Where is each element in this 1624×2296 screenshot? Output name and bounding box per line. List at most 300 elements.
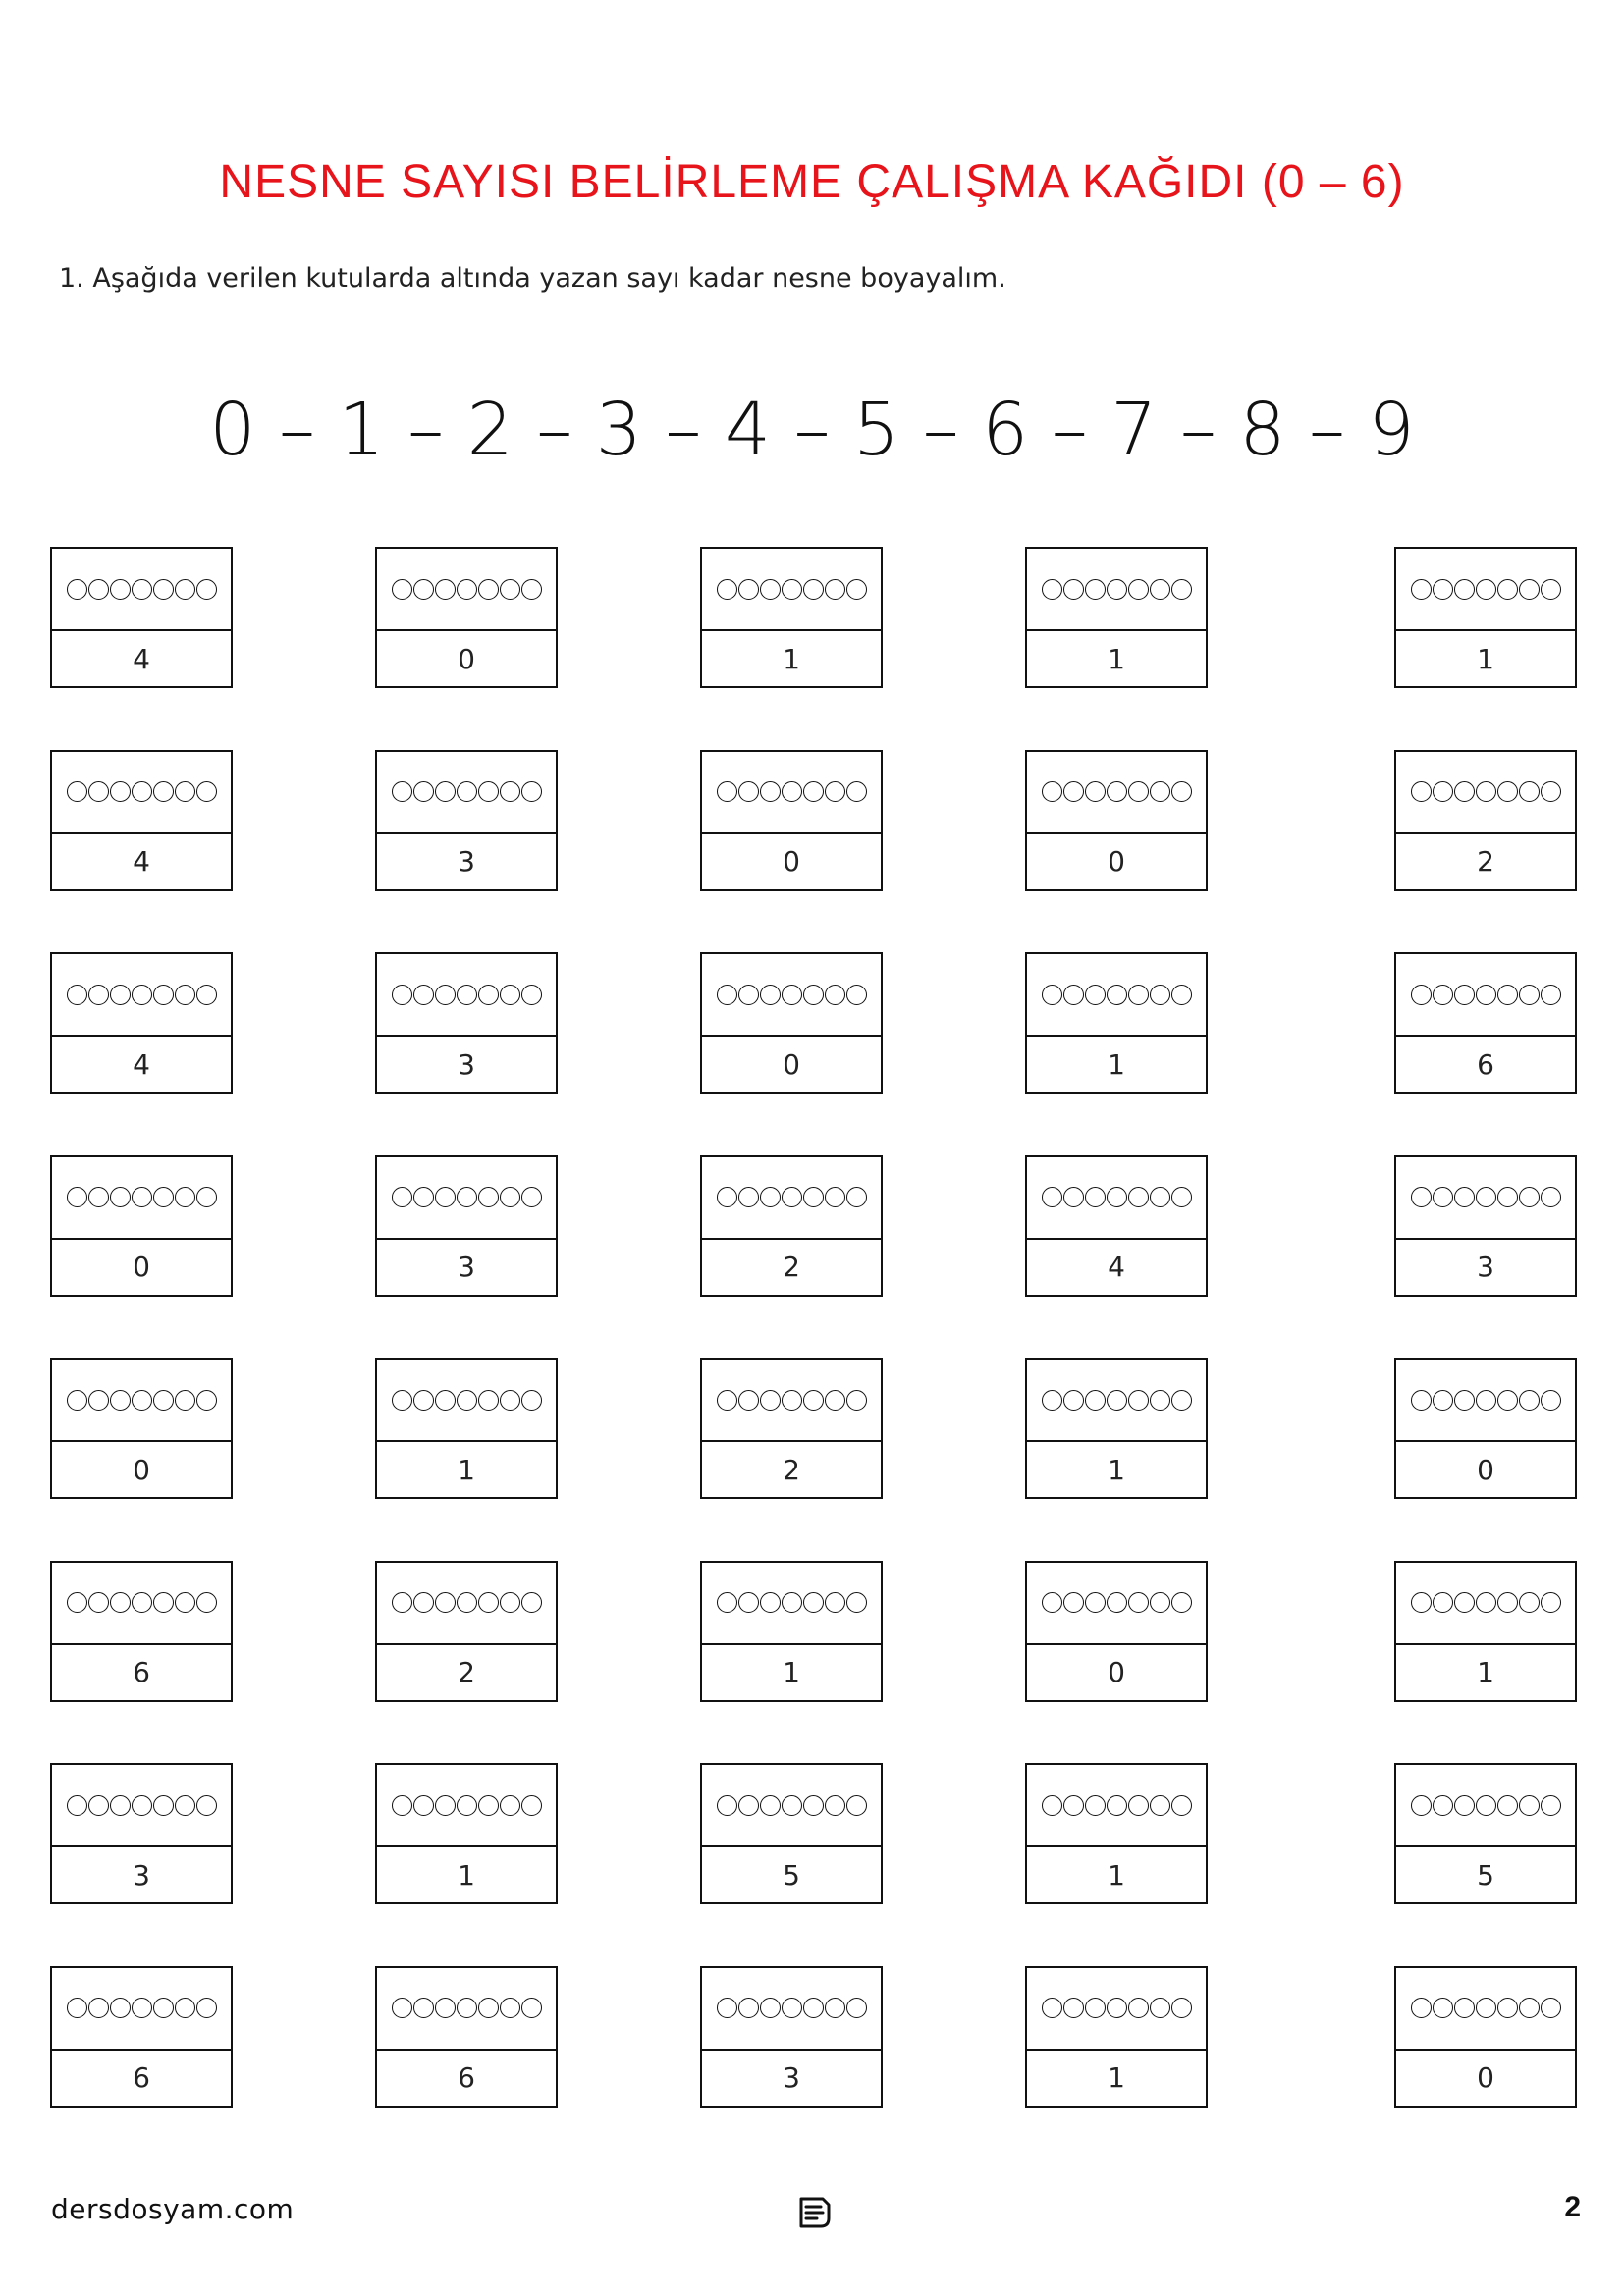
color-circle[interactable] bbox=[1433, 985, 1453, 1005]
color-circle[interactable] bbox=[782, 985, 802, 1005]
color-circle[interactable] bbox=[521, 1390, 542, 1411]
color-circle[interactable] bbox=[175, 1592, 195, 1613]
color-circle[interactable] bbox=[1411, 1592, 1432, 1613]
color-circle[interactable] bbox=[1541, 781, 1561, 802]
color-circle[interactable] bbox=[1476, 1795, 1496, 1816]
color-circle[interactable] bbox=[153, 1998, 174, 2018]
color-circle[interactable] bbox=[153, 1592, 174, 1613]
color-circle[interactable] bbox=[1497, 781, 1518, 802]
target-number: 3 bbox=[458, 845, 475, 878]
color-circle[interactable] bbox=[846, 1390, 867, 1411]
color-circle[interactable] bbox=[478, 1592, 499, 1613]
color-circle[interactable] bbox=[1042, 1187, 1062, 1207]
color-circle[interactable] bbox=[500, 781, 520, 802]
color-circle[interactable] bbox=[392, 1998, 412, 2018]
color-circle[interactable] bbox=[392, 1187, 412, 1207]
color-circle[interactable] bbox=[1411, 985, 1432, 1005]
color-circle[interactable] bbox=[1150, 985, 1170, 1005]
color-circle[interactable] bbox=[1042, 985, 1062, 1005]
color-circle[interactable] bbox=[500, 1390, 520, 1411]
target-number: 3 bbox=[133, 1858, 150, 1892]
color-circle[interactable] bbox=[175, 579, 195, 600]
color-circle[interactable] bbox=[521, 781, 542, 802]
color-circle[interactable] bbox=[1042, 1390, 1062, 1411]
color-circle[interactable] bbox=[1541, 1795, 1561, 1816]
color-circle[interactable] bbox=[67, 985, 87, 1005]
color-circle[interactable] bbox=[1411, 1390, 1432, 1411]
color-circle[interactable] bbox=[1519, 579, 1540, 600]
color-circle[interactable] bbox=[1476, 1187, 1496, 1207]
color-circle[interactable] bbox=[825, 1390, 845, 1411]
color-circle[interactable] bbox=[1150, 781, 1170, 802]
color-circle[interactable] bbox=[1128, 985, 1149, 1005]
color-circle[interactable] bbox=[1454, 1998, 1475, 2018]
color-circle[interactable] bbox=[1171, 1390, 1192, 1411]
color-circle[interactable] bbox=[782, 1592, 802, 1613]
target-number: 1 bbox=[1108, 1047, 1125, 1081]
color-circle[interactable] bbox=[110, 985, 131, 1005]
counting-box bbox=[375, 952, 558, 1094]
color-circle[interactable] bbox=[1063, 781, 1084, 802]
color-circle[interactable] bbox=[500, 1187, 520, 1207]
color-circle[interactable] bbox=[1497, 579, 1518, 600]
color-circle[interactable] bbox=[760, 1187, 781, 1207]
color-circle[interactable] bbox=[782, 781, 802, 802]
color-circle[interactable] bbox=[1433, 1390, 1453, 1411]
color-circle[interactable] bbox=[1042, 1795, 1062, 1816]
color-circle[interactable] bbox=[803, 579, 824, 600]
color-circle[interactable] bbox=[1433, 1998, 1453, 2018]
color-circle[interactable] bbox=[500, 1795, 520, 1816]
color-circle[interactable] bbox=[1128, 579, 1149, 600]
color-circle[interactable] bbox=[1150, 1998, 1170, 2018]
color-circle[interactable] bbox=[846, 1795, 867, 1816]
color-circle[interactable] bbox=[88, 985, 109, 1005]
color-circle[interactable] bbox=[1085, 1998, 1106, 2018]
instruction-text: 1. Aşağıda verilen kutularda altında yazan sayı kadar nesne boyayalım. bbox=[59, 263, 1006, 294]
color-circle[interactable] bbox=[1150, 1187, 1170, 1207]
color-circle[interactable] bbox=[1497, 985, 1518, 1005]
color-circle[interactable] bbox=[1411, 1998, 1432, 2018]
color-circle[interactable] bbox=[760, 1390, 781, 1411]
color-circle[interactable] bbox=[1085, 1390, 1106, 1411]
color-circle[interactable] bbox=[803, 1998, 824, 2018]
color-circle[interactable] bbox=[825, 781, 845, 802]
color-circle[interactable] bbox=[1497, 1187, 1518, 1207]
color-circle[interactable] bbox=[153, 579, 174, 600]
color-circle[interactable] bbox=[1433, 1795, 1453, 1816]
color-circle[interactable] bbox=[1171, 579, 1192, 600]
color-circle[interactable] bbox=[521, 1187, 542, 1207]
color-circle[interactable] bbox=[67, 781, 87, 802]
color-circle[interactable] bbox=[825, 1187, 845, 1207]
color-circle[interactable] bbox=[132, 1187, 152, 1207]
color-circle[interactable] bbox=[738, 985, 759, 1005]
color-circle[interactable] bbox=[825, 1795, 845, 1816]
color-circle[interactable] bbox=[392, 579, 412, 600]
color-circle[interactable] bbox=[88, 1390, 109, 1411]
target-number: 3 bbox=[783, 2061, 800, 2094]
color-circle[interactable] bbox=[782, 1795, 802, 1816]
color-circle[interactable] bbox=[1433, 1187, 1453, 1207]
color-circle[interactable] bbox=[803, 1795, 824, 1816]
color-circle[interactable] bbox=[1519, 1390, 1540, 1411]
color-circle[interactable] bbox=[1411, 1187, 1432, 1207]
color-circle[interactable] bbox=[478, 1390, 499, 1411]
color-circle[interactable] bbox=[88, 781, 109, 802]
color-circle[interactable] bbox=[88, 1998, 109, 2018]
color-circle[interactable] bbox=[1519, 781, 1540, 802]
color-circle[interactable] bbox=[1411, 781, 1432, 802]
color-circle[interactable] bbox=[738, 1592, 759, 1613]
color-circle[interactable] bbox=[413, 1390, 434, 1411]
color-circle[interactable] bbox=[1063, 1795, 1084, 1816]
color-circle[interactable] bbox=[88, 1187, 109, 1207]
color-circle[interactable] bbox=[1433, 781, 1453, 802]
color-circle[interactable] bbox=[413, 1187, 434, 1207]
color-circle[interactable] bbox=[1519, 985, 1540, 1005]
color-circle[interactable] bbox=[1171, 985, 1192, 1005]
color-circle[interactable] bbox=[1476, 1592, 1496, 1613]
color-circle[interactable] bbox=[88, 1795, 109, 1816]
color-circle[interactable] bbox=[717, 985, 737, 1005]
color-circle[interactable] bbox=[1128, 781, 1149, 802]
color-circle[interactable] bbox=[435, 1592, 456, 1613]
color-circle[interactable] bbox=[1107, 1187, 1127, 1207]
color-circle[interactable] bbox=[457, 579, 477, 600]
color-circle[interactable] bbox=[760, 1795, 781, 1816]
color-circle[interactable] bbox=[1476, 985, 1496, 1005]
color-circle[interactable] bbox=[413, 1592, 434, 1613]
color-circle[interactable] bbox=[1541, 1998, 1561, 2018]
color-circle[interactable] bbox=[825, 579, 845, 600]
color-circle[interactable] bbox=[67, 1795, 87, 1816]
color-circle[interactable] bbox=[196, 1795, 217, 1816]
color-circle[interactable] bbox=[1476, 1390, 1496, 1411]
color-circle[interactable] bbox=[1411, 1795, 1432, 1816]
color-circle[interactable] bbox=[500, 579, 520, 600]
color-circle[interactable] bbox=[1085, 579, 1106, 600]
color-circle[interactable] bbox=[717, 1998, 737, 2018]
color-circle[interactable] bbox=[1171, 1795, 1192, 1816]
color-circle[interactable] bbox=[1171, 1187, 1192, 1207]
color-circle[interactable] bbox=[196, 985, 217, 1005]
color-circle[interactable] bbox=[760, 1592, 781, 1613]
color-circle[interactable] bbox=[521, 1998, 542, 2018]
color-circle[interactable] bbox=[1476, 1998, 1496, 2018]
color-circle[interactable] bbox=[478, 781, 499, 802]
color-circle[interactable] bbox=[1541, 1390, 1561, 1411]
color-circle[interactable] bbox=[521, 579, 542, 600]
color-circle[interactable] bbox=[846, 1187, 867, 1207]
color-circle[interactable] bbox=[1476, 781, 1496, 802]
color-circle[interactable] bbox=[457, 1998, 477, 2018]
color-circle[interactable] bbox=[435, 1390, 456, 1411]
color-circle[interactable] bbox=[457, 781, 477, 802]
color-circle[interactable] bbox=[1128, 1795, 1149, 1816]
color-circle[interactable] bbox=[717, 1390, 737, 1411]
color-circle[interactable] bbox=[782, 1390, 802, 1411]
color-circle[interactable] bbox=[1128, 1998, 1149, 2018]
color-circle[interactable] bbox=[110, 1795, 131, 1816]
color-circle[interactable] bbox=[153, 1390, 174, 1411]
color-circle[interactable] bbox=[132, 1795, 152, 1816]
color-circle[interactable] bbox=[1150, 1795, 1170, 1816]
color-circle[interactable] bbox=[1063, 579, 1084, 600]
color-circle[interactable] bbox=[392, 1390, 412, 1411]
color-circle[interactable] bbox=[392, 985, 412, 1005]
color-circle[interactable] bbox=[1519, 1592, 1540, 1613]
color-circle[interactable] bbox=[500, 1998, 520, 2018]
color-circle[interactable] bbox=[1085, 781, 1106, 802]
color-circle[interactable] bbox=[413, 579, 434, 600]
color-circle[interactable] bbox=[1497, 1390, 1518, 1411]
color-circle[interactable] bbox=[457, 1592, 477, 1613]
color-circle[interactable] bbox=[175, 781, 195, 802]
circle-row bbox=[377, 954, 556, 1037]
color-circle[interactable] bbox=[803, 1390, 824, 1411]
color-circle[interactable] bbox=[1063, 1998, 1084, 2018]
color-circle[interactable] bbox=[67, 1998, 87, 2018]
color-circle[interactable] bbox=[1107, 985, 1127, 1005]
color-circle[interactable] bbox=[846, 1998, 867, 2018]
color-circle[interactable] bbox=[67, 579, 87, 600]
color-circle[interactable] bbox=[782, 579, 802, 600]
color-circle[interactable] bbox=[1128, 1390, 1149, 1411]
color-circle[interactable] bbox=[88, 579, 109, 600]
color-circle[interactable] bbox=[1085, 1592, 1106, 1613]
color-circle[interactable] bbox=[1128, 1187, 1149, 1207]
color-circle[interactable] bbox=[846, 781, 867, 802]
target-number: 0 bbox=[783, 845, 800, 878]
color-circle[interactable] bbox=[196, 781, 217, 802]
color-circle[interactable] bbox=[196, 1187, 217, 1207]
color-circle[interactable] bbox=[1150, 1592, 1170, 1613]
color-circle[interactable] bbox=[803, 985, 824, 1005]
color-circle[interactable] bbox=[413, 781, 434, 802]
color-circle[interactable] bbox=[846, 985, 867, 1005]
color-circle[interactable] bbox=[1085, 1187, 1106, 1207]
color-circle[interactable] bbox=[1128, 1592, 1149, 1613]
color-circle[interactable] bbox=[196, 1390, 217, 1411]
color-circle[interactable] bbox=[760, 579, 781, 600]
color-circle[interactable] bbox=[132, 1390, 152, 1411]
color-circle[interactable] bbox=[132, 1592, 152, 1613]
color-circle[interactable] bbox=[803, 1187, 824, 1207]
color-circle[interactable] bbox=[1063, 1390, 1084, 1411]
color-circle[interactable] bbox=[153, 985, 174, 1005]
color-circle[interactable] bbox=[717, 1795, 737, 1816]
color-circle[interactable] bbox=[738, 579, 759, 600]
color-circle[interactable] bbox=[478, 579, 499, 600]
color-circle[interactable] bbox=[110, 1592, 131, 1613]
color-circle[interactable] bbox=[175, 985, 195, 1005]
color-circle[interactable] bbox=[760, 985, 781, 1005]
number-line: 0 – 1 – 2 – 3 – 4 – 5 – 6 – 7 – 8 – 9 bbox=[209, 388, 1415, 472]
color-circle[interactable] bbox=[738, 781, 759, 802]
color-circle[interactable] bbox=[132, 579, 152, 600]
color-circle[interactable] bbox=[132, 781, 152, 802]
color-circle[interactable] bbox=[153, 1187, 174, 1207]
color-circle[interactable] bbox=[782, 1187, 802, 1207]
target-number: 0 bbox=[458, 642, 475, 675]
circle-row bbox=[1396, 1765, 1575, 1847]
color-circle[interactable] bbox=[478, 1795, 499, 1816]
color-circle[interactable] bbox=[1541, 579, 1561, 600]
color-circle[interactable] bbox=[435, 1795, 456, 1816]
color-circle[interactable] bbox=[738, 1998, 759, 2018]
color-circle[interactable] bbox=[1171, 1592, 1192, 1613]
color-circle[interactable] bbox=[67, 1592, 87, 1613]
color-circle[interactable] bbox=[196, 579, 217, 600]
color-circle[interactable] bbox=[1107, 1592, 1127, 1613]
color-circle[interactable] bbox=[782, 1998, 802, 2018]
color-circle[interactable] bbox=[1171, 1998, 1192, 2018]
color-circle[interactable] bbox=[457, 1795, 477, 1816]
color-circle[interactable] bbox=[175, 1998, 195, 2018]
color-circle[interactable] bbox=[760, 1998, 781, 2018]
color-circle[interactable] bbox=[738, 1795, 759, 1816]
color-circle[interactable] bbox=[435, 781, 456, 802]
color-circle[interactable] bbox=[1541, 1592, 1561, 1613]
color-circle[interactable] bbox=[67, 1390, 87, 1411]
color-circle[interactable] bbox=[738, 1390, 759, 1411]
color-circle[interactable] bbox=[825, 985, 845, 1005]
color-circle[interactable] bbox=[1150, 1390, 1170, 1411]
color-circle[interactable] bbox=[110, 1187, 131, 1207]
circle-row bbox=[1027, 954, 1206, 1037]
color-circle[interactable] bbox=[1497, 1795, 1518, 1816]
color-circle[interactable] bbox=[717, 1592, 737, 1613]
color-circle[interactable] bbox=[1433, 1592, 1453, 1613]
color-circle[interactable] bbox=[457, 1187, 477, 1207]
color-circle[interactable] bbox=[110, 579, 131, 600]
color-circle[interactable] bbox=[196, 1998, 217, 2018]
color-circle[interactable] bbox=[521, 985, 542, 1005]
color-circle[interactable] bbox=[1042, 781, 1062, 802]
color-circle[interactable] bbox=[1519, 1187, 1540, 1207]
color-circle[interactable] bbox=[1433, 579, 1453, 600]
color-circle[interactable] bbox=[1454, 1795, 1475, 1816]
target-number: 5 bbox=[1477, 1858, 1494, 1892]
color-circle[interactable] bbox=[1519, 1998, 1540, 2018]
color-circle[interactable] bbox=[1107, 1998, 1127, 2018]
color-circle[interactable] bbox=[825, 1998, 845, 2018]
color-circle[interactable] bbox=[717, 781, 737, 802]
color-circle[interactable] bbox=[478, 1998, 499, 2018]
color-circle[interactable] bbox=[1107, 579, 1127, 600]
color-circle[interactable] bbox=[738, 1187, 759, 1207]
color-circle[interactable] bbox=[110, 781, 131, 802]
counting-box bbox=[1394, 1561, 1577, 1702]
color-circle[interactable] bbox=[1541, 1187, 1561, 1207]
color-circle[interactable] bbox=[1063, 1592, 1084, 1613]
color-circle[interactable] bbox=[435, 1187, 456, 1207]
color-circle[interactable] bbox=[457, 985, 477, 1005]
color-circle[interactable] bbox=[110, 1998, 131, 2018]
color-circle[interactable] bbox=[500, 1592, 520, 1613]
color-circle[interactable] bbox=[1042, 1592, 1062, 1613]
color-circle[interactable] bbox=[1454, 985, 1475, 1005]
color-circle[interactable] bbox=[132, 985, 152, 1005]
color-circle[interactable] bbox=[1454, 781, 1475, 802]
color-circle[interactable] bbox=[825, 1592, 845, 1613]
color-circle[interactable] bbox=[717, 579, 737, 600]
color-circle[interactable] bbox=[175, 1390, 195, 1411]
color-circle[interactable] bbox=[1497, 1998, 1518, 2018]
color-circle[interactable] bbox=[1454, 1592, 1475, 1613]
color-circle[interactable] bbox=[478, 1187, 499, 1207]
circle-row bbox=[52, 1968, 231, 2051]
color-circle[interactable] bbox=[1497, 1592, 1518, 1613]
color-circle[interactable] bbox=[1042, 579, 1062, 600]
color-circle[interactable] bbox=[413, 985, 434, 1005]
counting-box bbox=[50, 547, 233, 688]
color-circle[interactable] bbox=[1107, 1795, 1127, 1816]
circle-row bbox=[702, 1765, 881, 1847]
color-circle[interactable] bbox=[1519, 1795, 1540, 1816]
color-circle[interactable] bbox=[1063, 985, 1084, 1005]
color-circle[interactable] bbox=[846, 1592, 867, 1613]
circle-row bbox=[377, 549, 556, 631]
color-circle[interactable] bbox=[803, 781, 824, 802]
color-circle[interactable] bbox=[413, 1998, 434, 2018]
color-circle[interactable] bbox=[132, 1998, 152, 2018]
color-circle[interactable] bbox=[435, 985, 456, 1005]
color-circle[interactable] bbox=[717, 1187, 737, 1207]
color-circle[interactable] bbox=[846, 579, 867, 600]
color-circle[interactable] bbox=[88, 1592, 109, 1613]
color-circle[interactable] bbox=[67, 1187, 87, 1207]
color-circle[interactable] bbox=[153, 1795, 174, 1816]
color-circle[interactable] bbox=[1411, 579, 1432, 600]
color-circle[interactable] bbox=[521, 1592, 542, 1613]
color-circle[interactable] bbox=[760, 781, 781, 802]
color-circle[interactable] bbox=[175, 1795, 195, 1816]
counting-box bbox=[1394, 750, 1577, 891]
color-circle[interactable] bbox=[1085, 1795, 1106, 1816]
color-circle[interactable] bbox=[1085, 985, 1106, 1005]
color-circle[interactable] bbox=[1476, 579, 1496, 600]
color-circle[interactable] bbox=[803, 1592, 824, 1613]
color-circle[interactable] bbox=[478, 985, 499, 1005]
color-circle[interactable] bbox=[435, 1998, 456, 2018]
color-circle[interactable] bbox=[1107, 1390, 1127, 1411]
color-circle[interactable] bbox=[392, 1592, 412, 1613]
color-circle[interactable] bbox=[196, 1592, 217, 1613]
color-circle[interactable] bbox=[500, 985, 520, 1005]
color-circle[interactable] bbox=[153, 781, 174, 802]
color-circle[interactable] bbox=[1042, 1998, 1062, 2018]
color-circle[interactable] bbox=[1107, 781, 1127, 802]
color-circle[interactable] bbox=[1454, 1187, 1475, 1207]
color-circle[interactable] bbox=[110, 1390, 131, 1411]
color-circle[interactable] bbox=[1150, 579, 1170, 600]
color-circle[interactable] bbox=[1454, 579, 1475, 600]
color-circle[interactable] bbox=[392, 1795, 412, 1816]
color-circle[interactable] bbox=[1541, 985, 1561, 1005]
color-circle[interactable] bbox=[457, 1390, 477, 1411]
color-circle[interactable] bbox=[392, 781, 412, 802]
color-circle[interactable] bbox=[435, 579, 456, 600]
color-circle[interactable] bbox=[413, 1795, 434, 1816]
counting-box bbox=[375, 1155, 558, 1297]
color-circle[interactable] bbox=[175, 1187, 195, 1207]
color-circle[interactable] bbox=[1454, 1390, 1475, 1411]
color-circle[interactable] bbox=[521, 1795, 542, 1816]
color-circle[interactable] bbox=[1171, 781, 1192, 802]
color-circle[interactable] bbox=[1063, 1187, 1084, 1207]
